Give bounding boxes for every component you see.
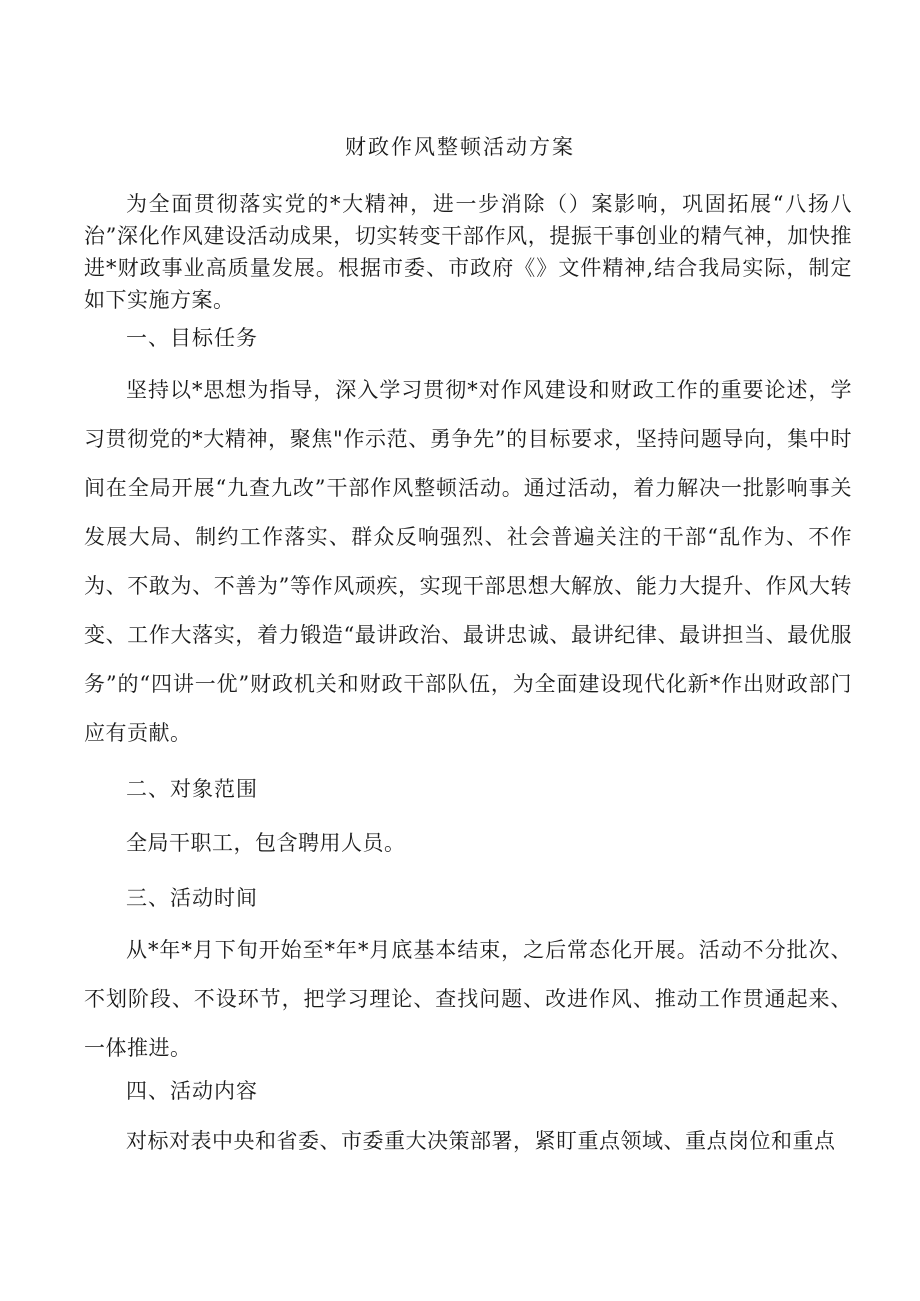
section-body-goals: 坚持以*思想为指导，深入学习贯彻*对作风建设和财政工作的重要论述，学习贯彻党的*大精神，聚焦"作示范、勇争先”的目标要求，坚持问题导向，集中时间在全局开展“九查九改”干部作风整顿活动。通过活动，着力解决一批影响事关发展大局、制约工作落实、群众反响强烈、社会普遍关注的干部“乱作为、不作为、不敢为、不善为”等作风顽疾，实现干部思想大解放、能力大提升、作风大转变、工作大落实，着力锻造“最讲政治、最讲忠诚、最讲纪律、最讲担当、最优服务”的“四讲一优”财政机关和财政干部队伍，为全面建设现代化新*作出财政部门应有贡献。: [84, 378, 852, 745]
section-heading-scope: 二、对象范围: [126, 777, 258, 801]
document-title: 财政作风整顿活动方案: [345, 135, 575, 159]
section-body-scope: 全局干职工，包含聘用人员。: [126, 831, 406, 855]
section-heading-time: 三、活动时间: [126, 886, 258, 910]
section-body-content: 对标对表中央和省委、市委重大决策部署，紧盯重点领域、重点岗位和重点: [126, 1129, 836, 1153]
section-body-time: 从*年*月下旬开始至*年*月底基本结束，之后常态化开展。活动不分批次、不划阶段、不设环节，把学习理论、查找问题、改进作风、推动工作贯通起来、一体推进。: [84, 938, 852, 1060]
intro-paragraph: 为全面贯彻落实党的*大精神，进一步消除（）案影响，巩固拓展“八扬八治”深化作风建设活动成果，切实转变干部作风，提振干事创业的精气神，加快推进*财政事业高质量发展。根据市委、市政府《》文件精神,结合我局实际，制定如下实施方案。: [84, 192, 852, 312]
section-heading-content: 四、活动内容: [126, 1079, 258, 1103]
section-heading-goals: 一、目标任务: [126, 326, 258, 350]
